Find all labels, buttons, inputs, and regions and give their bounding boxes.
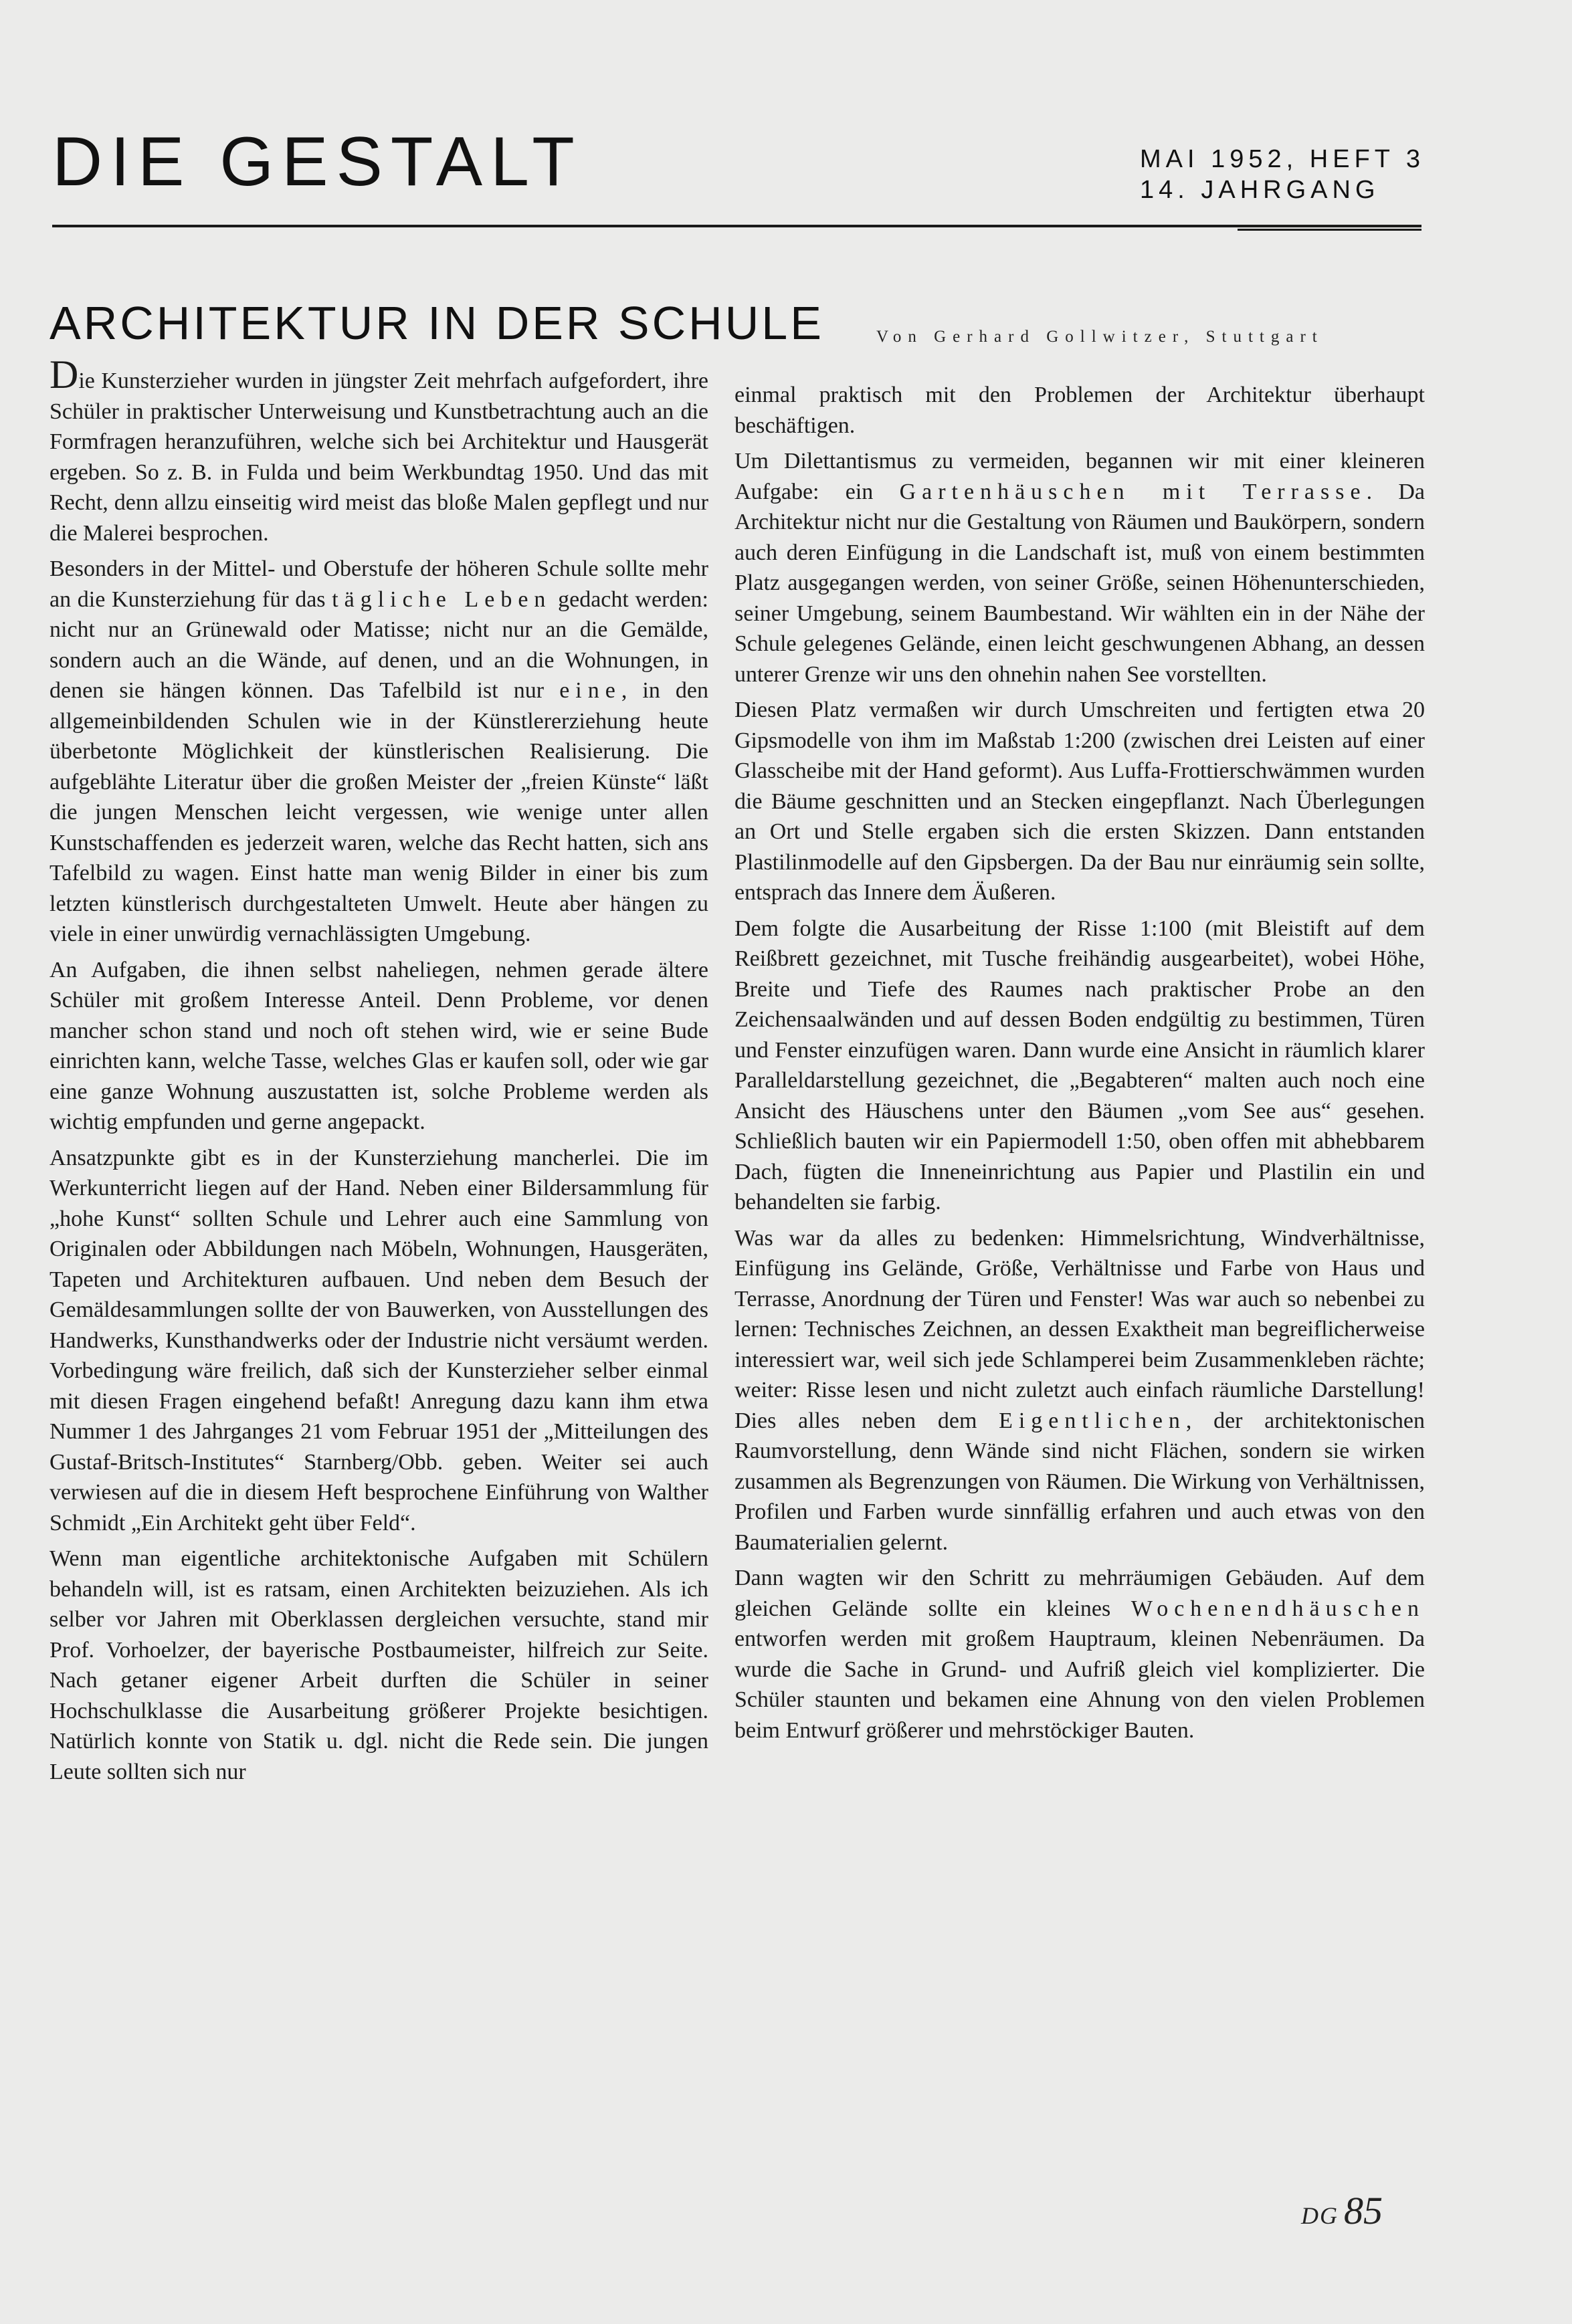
paragraph: Um Dilettantismus zu vermeiden, begannen wir mit einer kleineren Aufgabe: ein Gartenhäuschen mit Terrasse. Da Architektur nicht nur die Gestaltung von Räumen und Baukörpern, sondern auch deren Einfügung in die Landschaft ist, muß von einem bestimmten Platz ausgegangen werden, von seiner Größe, seinen Höhenunterschieden, seiner Umgebung, seinem Baumbestand. Wir wählten ein in der Nähe der Schule gelegenes Gelände, einen leicht geschwungenen Abhang, an dessen unterer Grenze wir uns den ohnehin nahen See vorstellten. <box>734 449 1425 687</box>
paragraph: An Aufgaben, die ihnen selbst naheliegen, nehmen gerade ältere Schüler mit großem Interesse Anteil. Denn Probleme, vor denen mancher schon stand und noch oft stehen wird, wie er seine Bude einrichten kann, welche Tasse, welches Glas er kaufen soll, oder wie gar eine ganze Wohnung auszustatten ist, solche Probleme werden als wichtig empfunden und gerne angepackt. <box>50 957 708 1134</box>
emphasis-spaced: tägliche Leben <box>332 587 552 612</box>
issue-volume: 14. JAHRGANG <box>1140 176 1380 204</box>
paragraph: Dann wagten wir den Schritt zu mehrräumigen Gebäuden. Auf dem gleichen Gelände sollte ein kleines Wochenendhäuschen entworfen werden mit großem Hauptraum, kleinen Nebenräumen. Da wurde die Sache in Grund- und Aufriß gleich viel komplizierter. Die Schüler staunten und bekamen eine Ahnung von den vielen Problemen beim Entwurf größerer und mehrstöckiger Bauten. <box>734 1566 1425 1743</box>
right-column <box>734 380 1425 1751</box>
paragraph: Diesen Platz vermaßen wir durch Umschreiten und fertigten etwa 20 Gipsmodelle von ihm im Maßstab 1:200 (zwischen drei Leisten auf einer Glasscheibe mit der Hand geformt). Aus Luffa-Frottierschwämmen wurden die Bäume geschnitten und an Stecken eingepflanzt. Nach Überlegungen an Ort und Stelle ergaben sich die ersten Skizzen. Dann entstanden Plastilinmodelle auf den Gipsbergen. Da der Bau nur einräumig sein sollte, entsprach das Innere dem Äußeren. <box>734 698 1425 905</box>
drop-cap: D <box>50 352 79 397</box>
page-number: 85 <box>1344 2189 1383 2232</box>
folio-prefix: DG <box>1301 2202 1339 2229</box>
article-byline: Von Gerhard Gollwitzer, Stuttgart <box>876 328 1324 346</box>
paragraph: Die Kunsterzieher wurden in jüngster Zeit mehrfach aufgefordert, ihre Schüler in praktischer Unterweisung und Kunstbetrachtung auch an die Formfragen heranzuführen, welche sich bei Architektur und Hausgerät ergeben. So z. B. in Fulda und beim Werkbundtag 1950. Und das mit Recht, denn allzu einseitig wird meist das bloße Malen gepflegt und nur die Malerei besprochen. <box>50 352 708 546</box>
page-folio <box>1301 2188 1383 2233</box>
paragraph: einmal praktisch mit den Problemen der Architektur überhaupt beschäftigen. <box>734 383 1425 438</box>
paragraph: Ansatzpunkte gibt es in der Kunsterziehung mancherlei. Die im Werkunterricht liegen auf der Hand. Neben einer Bildersammlung für „hohe Kunst“ sollten Schule und Lehrer auch eine Sammlung von Originalen oder Abbildungen nach Möbeln, Wohnungen, Hausgeräten, Tapeten und Architekturen aufbauen. Und neben dem Besuch der Gemäldesammlungen sollte der von Bauwerken, von Ausstellungen des Handwerks, Kunsthandwerks oder der Industrie nicht versäumt werden. Vorbedingung wäre freilich, daß sich der Kunsterzieher selber einmal mit diesen Fragen eingehend befaßt! Anregung dazu kann ihm etwa Nummer 1 des Jahrganges 21 vom Februar 1951 der „Mitteilungen des Gustaf-Britsch-Institutes“ Starnberg/Obb. geben. Weiter sei auch verwiesen auf die in diesem Heft besprochene Einführung von Walther Schmidt „Ein Architekt geht über Feld“. <box>50 1145 708 1536</box>
emphasis-spaced: Wochenendhäuschen <box>1131 1596 1425 1621</box>
emphasis-spaced: Gartenhäuschen mit Terrasse <box>899 479 1367 504</box>
emphasis-spaced: eine <box>559 678 621 703</box>
header-rule <box>52 225 1421 227</box>
left-column <box>50 352 708 1792</box>
paragraph: Wenn man eigentliche architektonische Aufgaben mit Schülern behandeln will, ist es ratsam, einen Architekten beizuziehen. Als ich selber vor Jahren mit Oberklassen dergleichen versuchte, stand mir Prof. Vorhoelzer, der bayerische Postbaumeister, hilfreich zur Seite. Nach getaner eigener Arbeit durften die Schüler in seiner Hochschulklasse die Ausarbeitung größerer Projekte besichtigen. Natürlich konnte von Statik u. dgl. nicht die Rede sein. Die jungen Leute sollten sich nur <box>50 1546 708 1784</box>
issue-date: MAI 1952, HEFT 3 <box>1140 145 1425 173</box>
paragraph: Besonders in der Mittel- und Oberstufe der höheren Schule sollte mehr an die Kunsterziehung für das tägliche Leben gedacht werden: nicht nur an Grünewald oder Matisse; nicht nur an die Gemälde, sondern auch an die Wände, auf denen, und an die Wohnungen, in denen sie hängen können. Das Tafelbild ist nur eine, in den allgemeinbildenden Schulen wie in der Künstlererziehung heute überbetonte Möglichkeit der künstlerischen Realisierung. Die aufgeblähte Literatur über die großen Meister der „freien Künste“ läßt die jungen Menschen leicht vergessen, wie wenige unter allen Kunstschaffenden es jederzeit waren, welche das Recht hatten, sich ans Tafelbild zu wagen. Einst hatte man wenig Bilder in einer bis zum letzten künstlerisch durchgestalteten Umwelt. Heute aber hängen zu viele in einer unwürdig vernachlässigten Umgebung. <box>50 556 708 946</box>
paragraph: Was war da alles zu bedenken: Himmelsrichtung, Windverhältnisse, Einfügung ins Gelände, Größe, Verhältnisse und Farbe von Haus und Terrasse, Anordnung der Türen und Fenster! Was war auch so nebenbei zu lernen: Technisches Zeichnen, an dessen Exaktheit man begreiflicherweise interessiert war, weil sich jede Schlamperei beim Zusammenkleben rächte; weiter: Risse lesen und nicht zuletzt auch einfach räumliche Darstellung! Dies alles neben dem Eigentlichen, der architektonischen Raumvorstellung, denn Wände sind nicht Flächen, sondern sie wirken zusammen als Begrenzungen von Räumen. Die Wirkung von Verhältnissen, Profilen und Farben wurde sinnfällig erfahren und auch etwas von den Baumaterialien gelernt. <box>734 1225 1425 1555</box>
emphasis-spaced: Eigentlichen <box>999 1408 1186 1433</box>
paragraph: Dem folgte die Ausarbeitung der Risse 1:100 (mit Bleistift auf dem Reißbrett gezeichnet, mit Tusche freihändig ausgearbeitet), wobei Höhe, Breite und Tiefe des Raumes nach praktischer Probe an den Zeichensaalwänden und auf dessen Boden endgültig zu bestimmen, Türen und Fenster einzufügen waren. Dann wurde eine Ansicht in räumlich klarer Paralleldarstellung gezeichnet, die „Begabteren“ malten auch noch eine Ansicht des Häuschens unter den Bäumen „vom See aus“ gesehen. Schließlich bauten wir ein Papiermodell 1:50, oben offen mit abhebbarem Dach, fügten die Inneneinrichtung aus Papier und Plastilin ein und behandelten sie farbig. <box>734 916 1425 1214</box>
issue-info <box>1140 144 1425 205</box>
magazine-title: DIE GESTALT <box>52 123 583 201</box>
article-title: ARCHITEKTUR IN DER SCHULE <box>50 297 824 349</box>
header-rule-accent <box>1238 229 1421 231</box>
